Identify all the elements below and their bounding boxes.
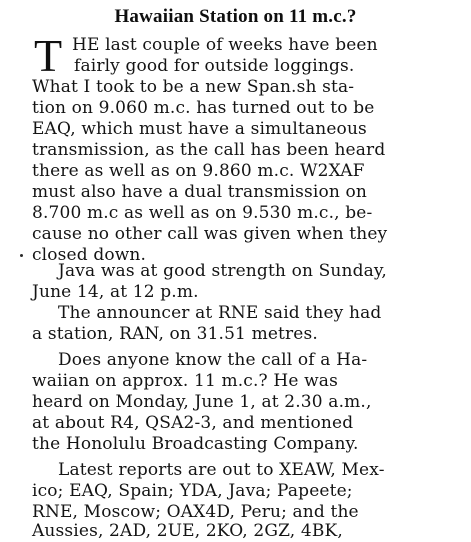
body-line: cause no other call was given when they bbox=[32, 224, 388, 244]
body-line: HE last couple of weeks have been bbox=[72, 35, 378, 55]
body-line: must also have a dual transmission on bbox=[32, 182, 367, 202]
body-line: RNE, Moscow; OAX4D, Peru; and the bbox=[32, 502, 359, 522]
article-headline: Hawaiian Station on 11 m.c.? bbox=[114, 6, 357, 27]
body-line: Does anyone know the call of a Ha- bbox=[58, 350, 368, 370]
body-line: transmission, as the call has been heard bbox=[32, 140, 386, 160]
body-line: a station, RAN, on 31.51 metres. bbox=[32, 324, 318, 344]
body-line: closed down. bbox=[32, 245, 147, 265]
body-line: heard on Monday, June 1, at 2.30 a.m., bbox=[32, 392, 372, 412]
print-speck bbox=[20, 254, 23, 257]
body-line: What I took to be a new Span.sh sta- bbox=[32, 77, 355, 97]
body-line: tion on 9.060 m.c. has turned out to be bbox=[32, 98, 375, 118]
body-line: fairly good for outside loggings. bbox=[74, 56, 355, 76]
body-line: Java was at good strength on Sunday, bbox=[58, 261, 387, 281]
body-line: The announcer at RNE said they had bbox=[58, 303, 382, 323]
body-line: EAQ, which must have a simultaneous bbox=[32, 119, 367, 139]
body-line: June 14, at 12 p.m. bbox=[32, 282, 199, 302]
body-line: Aussies, 2AD, 2UE, 2KO, 2GZ, 4BK, bbox=[32, 521, 343, 541]
body-line: 8.700 m.c as well as on 9.530 m.c., be- bbox=[32, 203, 373, 223]
body-line: at about R4, QSA2-3, and mentioned bbox=[32, 413, 354, 433]
body-line: the Honolulu Broadcasting Company. bbox=[32, 434, 359, 454]
body-line: ico; EAQ, Spain; YDA, Java; Papeete; bbox=[32, 481, 353, 501]
body-line: Latest reports are out to XEAW, Mex- bbox=[58, 460, 385, 480]
body-line: there as well as on 9.860 m.c. W2XAF bbox=[32, 161, 365, 181]
body-line: waiian on approx. 11 m.c.? He was bbox=[32, 371, 338, 391]
drop-cap: T bbox=[34, 30, 63, 81]
